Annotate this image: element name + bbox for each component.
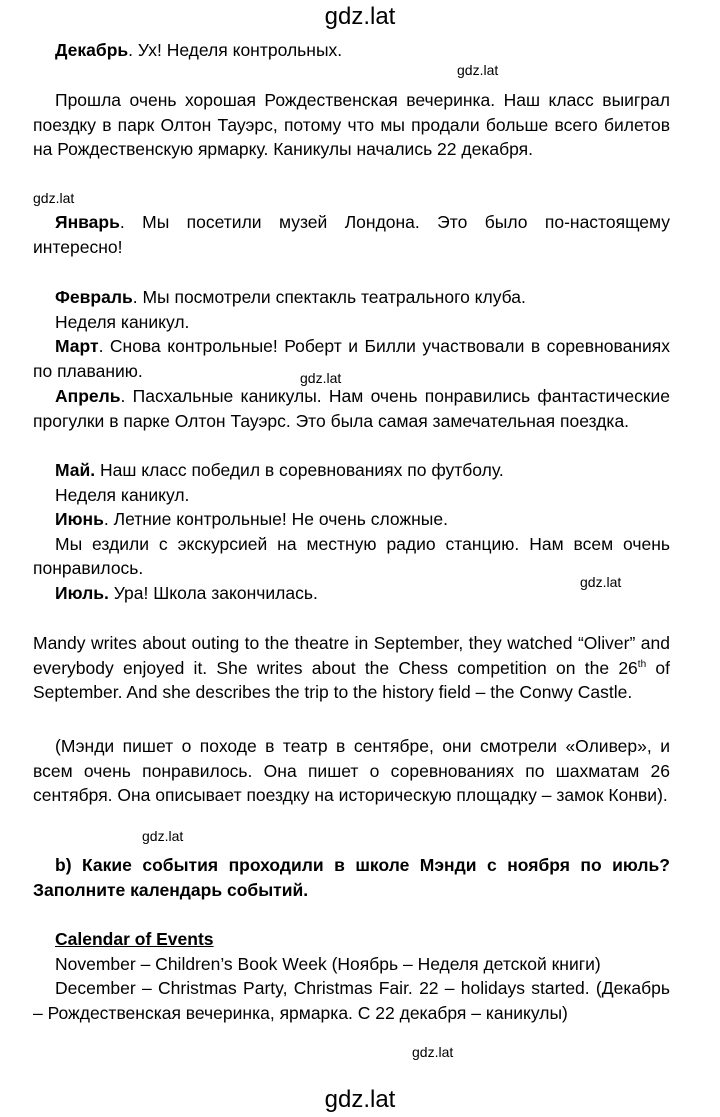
diary-march: [33, 334, 670, 383]
watermark: gdz.lat: [33, 190, 75, 206]
entry-text: . Мы посмотрели спектакль театрального клуба.: [132, 287, 526, 307]
diary-december: [33, 38, 670, 63]
month-label: Май.: [55, 460, 96, 480]
month-label: Март: [55, 336, 99, 356]
task-heading: b) Какие события проходили в школе Мэнди с ноября по июль? Заполните календарь событий.: [33, 855, 670, 900]
watermark: gdz.lat: [580, 574, 622, 590]
entry-paragraph: Прошла очень хорошая Рождественская вечеринка. Наш класс выиграл поездку в парк Олтон Тауэрс, потому что мы продали больше всего билетов на Рождественскую ярмарку. Каникулы начались 22 декабря.: [33, 90, 670, 159]
ordinal-suffix: th: [637, 658, 647, 670]
diary-january: [33, 210, 670, 259]
site-header: gdz.lat: [324, 3, 396, 30]
month-label: Апрель: [55, 386, 121, 406]
diary-may-july: [33, 458, 670, 605]
entry-text: Ура! Школа закончилась.: [108, 582, 318, 603]
entry-text: Неделя каникул.: [55, 484, 190, 505]
month-label: Февраль: [55, 287, 133, 307]
entry-text: . Ух! Неделя контрольных.: [128, 40, 343, 60]
month-label: Июль.: [55, 582, 109, 603]
summary-text: (Мэнди пишет о походе в театр в сентябре, они смотрели «Оливер», и всем очень понравилось. Она пишет о соревнованиях по шахматам 26 сентября. Она описывает поездку на историческую площадку – замок Конви).: [33, 736, 670, 805]
site-footer: gdz.lat: [324, 1086, 396, 1113]
calendar-entry: November – Children’s Book Week (Ноябрь – Неделя детской книги): [55, 953, 601, 974]
watermark: gdz.lat: [142, 828, 184, 844]
task-b: [33, 853, 670, 902]
calendar-of-events: [33, 927, 670, 1025]
diary-december-party: [33, 88, 670, 162]
month-label: Декабрь: [55, 40, 129, 60]
watermark: gdz.lat: [457, 62, 499, 78]
summary-text: of September. And she describes the trip to the history field – the Conwy Castle.: [33, 657, 670, 702]
month-label: Январь: [55, 212, 120, 232]
watermark: gdz.lat: [300, 370, 342, 386]
entry-text: Наш класс победил в соревнованиях по футболу.: [95, 460, 504, 480]
calendar-title: Calendar of Events: [55, 929, 214, 949]
calendar-entry: December – Christmas Party, Christmas Fair. 22 – holidays started. (Декабрь – Рождественская вечеринка, ярмарка. С 22 декабря – каникулы): [33, 978, 670, 1023]
entry-text: . Пасхальные каникулы. Нам очень понравились фантастические прогулки в парке Олтон Тауэрс. Это была самая замечательная поездка.: [33, 386, 670, 431]
entry-text: Мы ездили с экскурсией на местную радио станцию. Нам всем очень понравилось.: [33, 533, 670, 578]
diary-february: [33, 285, 670, 334]
diary-april: [33, 384, 670, 433]
month-label: Июнь: [55, 509, 104, 529]
summary-english: [33, 631, 670, 705]
summary-russian: [33, 734, 670, 808]
summary-text: Mandy writes about outing to the theatre in September, they watched “Oliver” and everybody enjoyed it. She writes about the Chess competition on the 26: [33, 633, 670, 678]
entry-text: Неделя каникул.: [55, 311, 190, 332]
entry-text: . Мы посетили музей Лондона. Это было по-настоящему интересно!: [33, 212, 670, 257]
watermark: gdz.lat: [412, 1044, 454, 1060]
entry-text: . Снова контрольные! Роберт и Билли участвовали в соревнованиях по плаванию.: [33, 336, 670, 381]
entry-text: . Летние контрольные! Не очень сложные.: [103, 509, 448, 529]
